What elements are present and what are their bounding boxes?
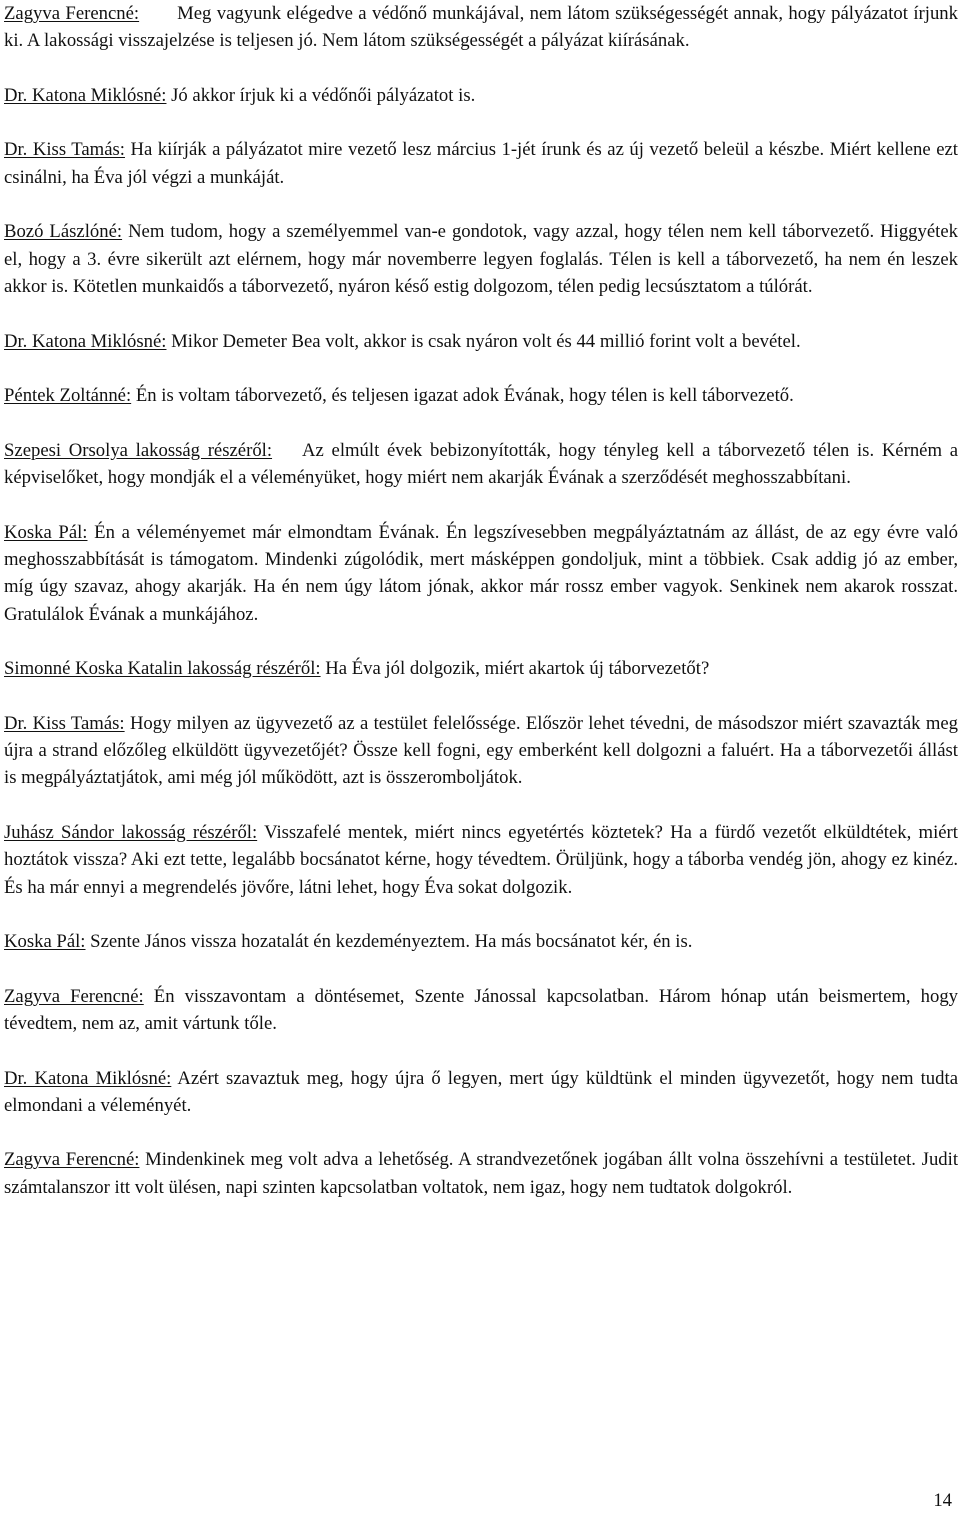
page-number: 14	[933, 1490, 952, 1511]
paragraph-text: Hogy milyen az ügyvezető az a testület felelőssége. Először lehet tévedni, de másodszor miért szavazták meg újra a strand előzőleg elküldött ügyvezetőjét? Össze kell fogni, egy emberként kell dolgozni a faluért. Ha a táborvezetői állást is megpályáztatjátok, ami még jól működött, azt is összeromboljátok.	[4, 712, 959, 789]
paragraph-text: Jó akkor írjuk ki a védőnői pályázatot is.	[171, 84, 476, 106]
paragraph-text: Mikor Demeter Bea volt, akkor is csak nyáron volt és 44 millió forint volt a bevétel.	[171, 330, 801, 352]
paragraph	[4, 136, 958, 191]
paragraph-text: Én is voltam táborvezető, és teljesen igazat adok Évának, hogy télen is kell táborvezető.	[135, 385, 794, 407]
paragraph-text: Az elmúlt évek bebizonyították, hogy tényleg kell a táborvezető télen is. Kérném a képviselőket, hogy mondják el a véleményüket, hogy miért nem akarják Évának a szerződését meghosszabbítani.	[4, 439, 958, 489]
paragraph	[4, 437, 958, 492]
paragraph	[4, 983, 958, 1038]
speaker-name: Dr. Kiss Tamás:	[4, 139, 125, 161]
paragraph-text: Szente János vissza hozatalát én kezdeményeztem. Ha más bocsánatot kér, én is.	[90, 931, 693, 953]
speaker-name: Koska Pál:	[4, 521, 88, 543]
paragraph-text: Én visszavontam a döntésemet, Szente Jánossal kapcsolatban. Három hónap után beismertem, hogy tévedtem, nem az, amit vártunk tőle.	[4, 985, 959, 1034]
paragraph	[4, 0, 958, 55]
speaker-name: Szepesi Orsolya lakosság részéről:	[4, 439, 273, 461]
paragraph	[4, 655, 958, 682]
paragraph-text: Visszafelé mentek, miért nincs egyetértés köztetek? Ha a fürdő vezetőt elküldtétek, miért hoztátok vissza? Aki ezt tette, legalább bocsánatot kérne, hogy tévedtem. Örüljünk, hogy a táborba vendég jön, ahogy ez kinéz. És ha már ennyi a megrendelés jövőre, látni lehet, hogy Éva sokat dolgozik.	[4, 821, 958, 898]
speaker-name: Zagyva Ferencné:	[4, 1149, 140, 1171]
paragraph	[4, 928, 958, 955]
paragraph-text: Ha kiírják a pályázatot mire vezető lesz március 1-jét írunk és az új vezető beleül a készbe. Miért kellene ezt csinálni, ha Éva jól végzi a munkáját.	[4, 139, 958, 188]
speaker-name: Dr. Katona Miklósné:	[4, 1067, 172, 1089]
paragraph-text: Meg vagyunk elégedve a védőnő munkájával, nem látom szükségességét annak, hogy pályázatot írjunk ki. A lakossági visszajelzése is teljesen jó. Nem látom szükségességét a pályázat kiírásának.	[4, 3, 958, 52]
speaker-name: Bozó Lászlóné:	[4, 221, 123, 243]
paragraph-text: Mindenkinek meg volt adva a lehetőség. A strandvezetőnek jogában állt volna összehívni a testületet. Judit számtalanszor itt volt ülésen, napi szinten kapcsolatban voltatok, nem igaz, hogy nem tudtatok dolgokról.	[4, 1149, 959, 1198]
paragraph	[4, 82, 958, 109]
speaker-name: Péntek Zoltánné:	[4, 385, 132, 407]
speaker-name: Juhász Sándor lakosság részéről:	[4, 821, 258, 843]
document-page	[4, 0, 958, 1228]
paragraph	[4, 328, 958, 355]
paragraph-text: Ha Éva jól dolgozik, miért akartok új táborvezetőt?	[325, 658, 710, 680]
speaker-name: Dr. Kiss Tamás:	[4, 712, 125, 734]
paragraph	[4, 1146, 958, 1201]
paragraph	[4, 819, 958, 901]
speaker-name: Dr. Katona Miklósné:	[4, 330, 167, 352]
paragraph	[4, 218, 958, 300]
paragraph	[4, 1065, 958, 1120]
speaker-name: Zagyva Ferencné:	[4, 3, 140, 24]
speaker-name: Koska Pál:	[4, 931, 86, 953]
speaker-name: Zagyva Ferencné:	[4, 985, 144, 1007]
paragraph	[4, 382, 958, 409]
paragraph-text: Nem tudom, hogy a személyemmel van-e gondotok, vagy azzal, hogy télen nem kell táborvezető. Higgyétek el, hogy a 3. évre sikerült azt elérnem, hogy már novemberre legyen foglalás. Télen is kell a táborvezető, ha nem én leszek akkor is. Kötetlen munkaidős a táborvezető, nyáron késő estig dolgozom, télen pedig lecsúsztatom a túlórát.	[4, 221, 958, 297]
paragraph	[4, 710, 958, 792]
speaker-name: Dr. Katona Miklósné:	[4, 84, 167, 106]
paragraph-text: Én a véleményemet már elmondtam Évának. Én legszívesebben megpályáztatnám az állást, de az egy évre való meghosszabbítását is támogatom. Mindenki zúgolódik, mert másképpen gondoljuk, mint a többiek. Csak addig jó az ember, míg úgy szavaz, ahogy akarják. Ha én nem úgy látom jónak, akkor már rossz ember vagyok. Senkinek nem akarok rosszat. Gratulálok Évának a munkájához.	[4, 521, 958, 625]
speaker-name: Simonné Koska Katalin lakosság részéről:	[4, 658, 321, 680]
paragraph-text: Azért szavaztuk meg, hogy újra ő legyen, mert úgy küldtünk el minden ügyvezetőt, hogy nem tudta elmondani a véleményét.	[4, 1067, 958, 1116]
paragraph	[4, 519, 958, 628]
